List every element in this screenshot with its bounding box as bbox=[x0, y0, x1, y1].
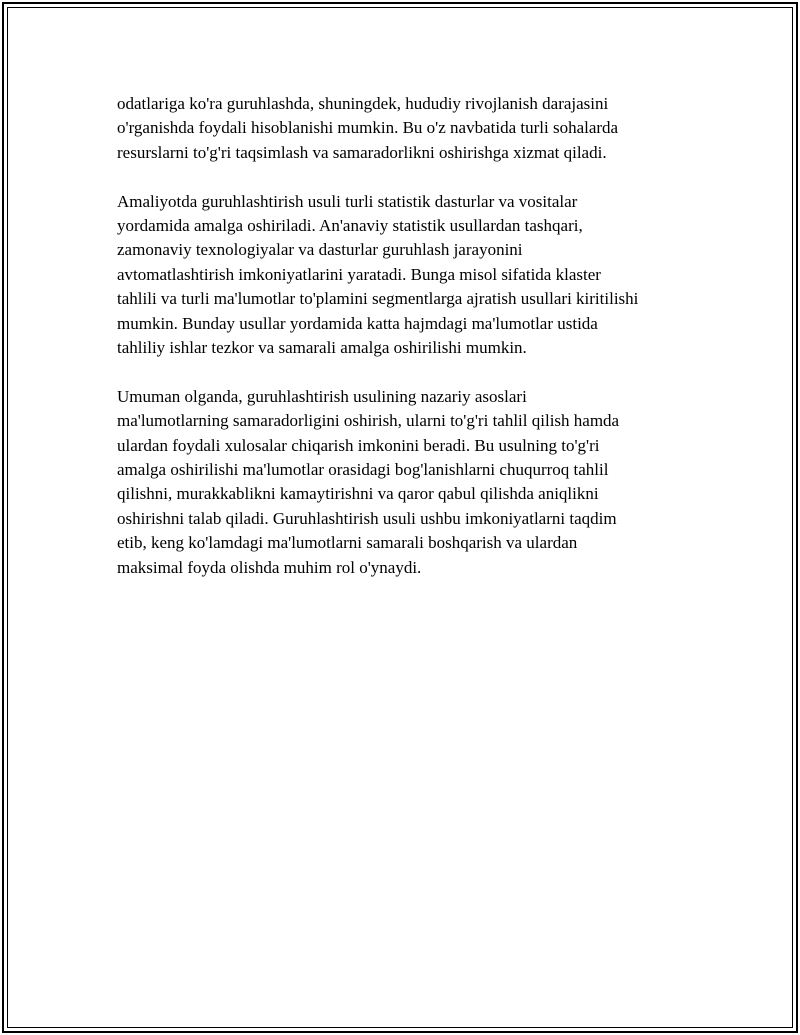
paragraph-line: ma'lumotlarning samaradorligini oshirish, ularni to'g'ri tahlil qilish hamda bbox=[117, 411, 620, 431]
paragraph-line: odatlariga ko'ra guruhlashda, shuningdek, hududiy rivojlanish darajasini bbox=[117, 94, 609, 113]
paragraph-line: Umuman olganda, guruhlashtirish usulining nazariy asoslari bbox=[117, 386, 527, 406]
paragraph-3 bbox=[117, 385, 697, 580]
document-body bbox=[117, 92, 697, 604]
paragraph-line: ulardan foydali xulosalar chiqarish imkonini beradi. Bu usulning to'g'ri bbox=[117, 435, 600, 455]
paragraph-line: tahliliy ishlar tezkor va samarali amalga oshirilishi mumkin. bbox=[117, 338, 527, 358]
paragraph-line: o'rganishda foydali hisoblanishi mumkin. Bu o'z navbatida turli sohalarda bbox=[117, 118, 619, 138]
paragraph-line: resurslarni to'g'ri taqsimlash va samaradorlikni oshirishga xizmat qiladi. bbox=[117, 142, 607, 162]
paragraph-line: tahlili va turli ma'lumotlar to'plamini segmentlarga ajratish usullari kiritilishi bbox=[117, 289, 639, 309]
paragraph-line: Amaliyotda guruhlashtirish usuli turli statistik dasturlar va vositalar bbox=[117, 191, 578, 211]
paragraph-line: avtomatlashtirish imkoniyatlarini yaratadi. Bunga misol sifatida klaster bbox=[117, 264, 601, 284]
paragraph-line: etib, keng ko'lamdagi ma'lumotlarni samarali boshqarish va ulardan bbox=[117, 533, 578, 553]
paragraph-line: qilishni, murakkablikni kamaytirishni va qaror qabul qilishda aniqlikni bbox=[117, 484, 599, 504]
paragraph-2 bbox=[117, 190, 697, 361]
paragraph-line: mumkin. Bunday usullar yordamida katta hajmdagi ma'lumotlar ustida bbox=[117, 313, 598, 333]
paragraph-line: amalga oshirilishi ma'lumotlar orasidagi bog'lanishlarni chuqurroq tahlil bbox=[117, 460, 609, 480]
paragraph-line: maksimal foyda olishda muhim rol o'ynaydi. bbox=[117, 557, 422, 577]
paragraph-line: oshirishni talab qiladi. Guruhlashtirish usuli ushbu imkoniyatlarni taqdim bbox=[117, 508, 617, 528]
paragraph-line: yordamida amalga oshiriladi. An'anaviy statistik usullardan tashqari, bbox=[117, 216, 583, 236]
paragraph-1 bbox=[117, 92, 697, 165]
paragraph-line: zamonaviy texnologiyalar va dasturlar guruhlash jarayonini bbox=[117, 240, 523, 260]
